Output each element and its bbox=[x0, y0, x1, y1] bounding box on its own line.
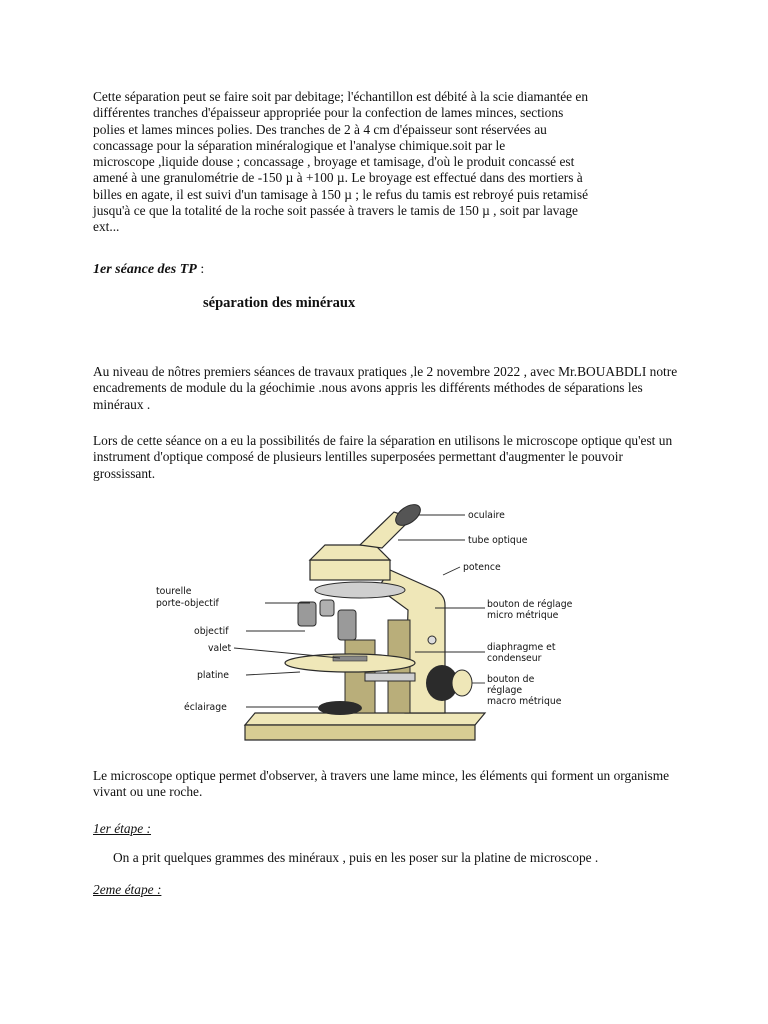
label-bouton-macro-2: réglage bbox=[487, 685, 523, 696]
objectif-3 bbox=[320, 600, 334, 616]
label-potence: potence bbox=[463, 562, 501, 573]
label-bouton-micro-2: micro métrique bbox=[487, 610, 559, 621]
label-platine: platine bbox=[197, 670, 230, 681]
tp-heading-suffix: : bbox=[196, 262, 205, 277]
paragraph-observation: Le microscope optique permet d'observer, à travers une lame mince, les éléments qui forment un organisme vivant ou une roche. bbox=[93, 768, 670, 800]
intro-line: différentes tranches d'épaisseur appropriée pour la confection de lames minces, sections bbox=[93, 105, 564, 121]
valet bbox=[333, 656, 367, 661]
tp-heading bbox=[93, 262, 204, 278]
label-tourelle: tourelle bbox=[156, 586, 192, 597]
intro-paragraph bbox=[93, 89, 678, 236]
label-oculaire: oculaire bbox=[468, 510, 505, 521]
intro-line: jusqu'à ce que la totalité de la roche soit passée à travers le tamis de 150 µ , soit par lavage bbox=[93, 203, 578, 219]
paragraph-microscope: Lors de cette séance on a eu la possibilités de faire la séparation en utilisons le microscope optique qu'est un instrument d'optique composé de plusieurs lentilles superposées permettant d'augmenter le pouvoir grossissant. bbox=[93, 433, 673, 481]
microscope-diagram bbox=[150, 500, 610, 750]
intro-line: amené à une granulométrie de -150 µ à +100 µ. Le broyage est effectué dans des mortiers à bbox=[93, 170, 583, 186]
label-valet: valet bbox=[208, 643, 232, 654]
intro-line: billes en agate, il est suivi d'un tamisage à 150 µ ; le refus du tamis est rebroyé puis retamisé bbox=[93, 186, 589, 202]
objectif-2 bbox=[338, 610, 356, 640]
eclairage bbox=[318, 701, 362, 715]
label-objectif: objectif bbox=[194, 626, 229, 637]
intro-line: concassage pour la séparation minéralogique et l'analyse chimique.soit par le bbox=[93, 137, 506, 153]
section-heading: séparation des minéraux bbox=[203, 295, 356, 311]
tourelle bbox=[315, 582, 405, 598]
bouton-micro bbox=[428, 636, 436, 644]
intro-line: microscope ,liquide douse ; concassage , broyage et tamisage, d'où le produit concassé est bbox=[93, 154, 575, 170]
intro-line: ext... bbox=[93, 219, 120, 235]
step1-text: On a prit quelques grammes des minéraux , puis en les poser sur la platine de microscope . bbox=[113, 850, 599, 865]
diaphragme bbox=[365, 673, 415, 681]
step1-title: 1er étape : bbox=[93, 821, 152, 836]
microscope-head bbox=[310, 560, 390, 580]
tp-heading-label: 1er séance des TP bbox=[93, 262, 197, 277]
label-diaphragme-1: diaphragme et bbox=[487, 642, 556, 653]
label-bouton-macro-3: macro métrique bbox=[487, 696, 562, 707]
label-diaphragme-2: condenseur bbox=[487, 653, 542, 664]
bouton-macro-cap bbox=[452, 670, 472, 696]
label-bouton-micro-1: bouton de réglage bbox=[487, 599, 573, 610]
step2-title: 2eme étape : bbox=[93, 882, 162, 897]
paragraph-seance: Au niveau de nôtres premiers séances de travaux pratiques ,le 2 novembre 2022 , avec Mr.BOUABDLI notre encadrements de module du la géochimie .nous avons appris les différents méthodes de séparations les minéraux . bbox=[93, 364, 678, 412]
objectif-1 bbox=[298, 602, 316, 626]
label-porte-objectif: porte-objectif bbox=[156, 598, 219, 609]
label-bouton-macro-1: bouton de bbox=[487, 674, 535, 685]
label-tube-optique: tube optique bbox=[468, 535, 528, 546]
intro-line: Cette séparation peut se faire soit par debitage; l'échantillon est débité à la scie diamantée en bbox=[93, 89, 589, 104]
microscope-base-front bbox=[245, 725, 475, 740]
intro-line: polies et lames minces polies. Des tranches de 2 à 4 cm d'épaisseur sont réservées au bbox=[93, 121, 547, 137]
label-eclairage: éclairage bbox=[184, 702, 227, 713]
microscope-base bbox=[245, 713, 485, 725]
